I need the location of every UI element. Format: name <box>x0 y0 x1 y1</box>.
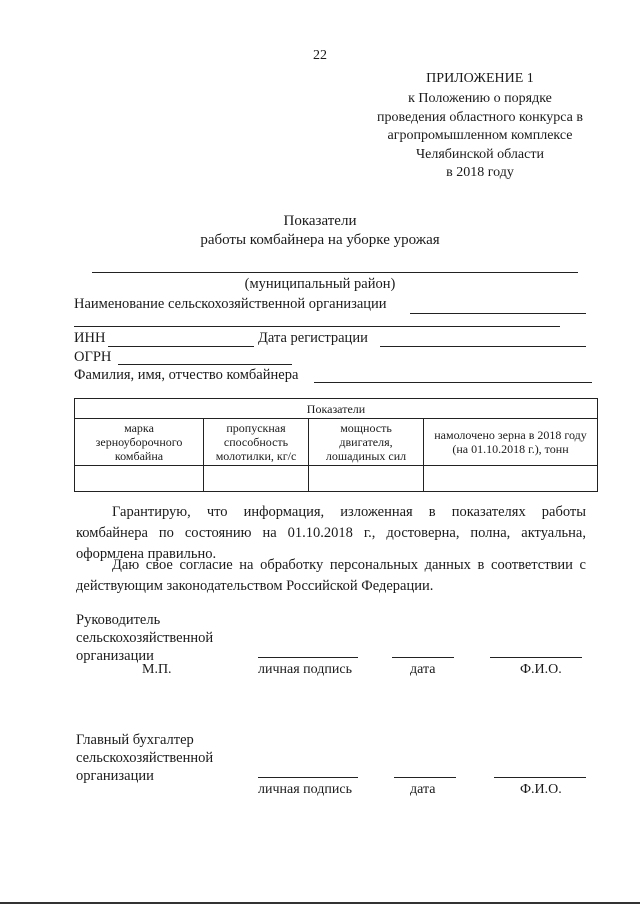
accountant-title-line: организации <box>76 768 154 784</box>
district-field-line[interactable] <box>92 272 578 273</box>
accountant-title-line: сельскохозяйственной <box>76 750 214 766</box>
page-number: 22 <box>313 48 327 63</box>
head-title-line: сельскохозяйственной <box>76 630 214 646</box>
district-caption: (муниципальный район) <box>244 276 396 292</box>
consent-statement: Даю свое согласие на обработку персональных данных в соответствии с действующим законодательством Российской Федерации. <box>76 557 586 594</box>
document-title: Показатели <box>283 213 357 229</box>
accountant-signature-line[interactable] <box>258 777 358 778</box>
org-name-field-line[interactable] <box>410 313 586 314</box>
stamp-placeholder: М.П. <box>142 662 172 677</box>
appendix-line: Челябинской области <box>416 147 544 162</box>
appendix-title: ПРИЛОЖЕНИЕ 1 <box>426 71 534 86</box>
table-cell-engine-power[interactable] <box>309 466 424 492</box>
reg-date-label: Дата регистрации <box>258 330 368 346</box>
reg-date-field-line[interactable] <box>380 346 586 347</box>
accountant-name-line[interactable] <box>494 777 586 778</box>
inn-field-line[interactable] <box>108 346 254 347</box>
table-cell-throughput[interactable] <box>204 466 309 492</box>
head-signature-caption: личная подпись <box>258 662 352 677</box>
operator-name-label: Фамилия, имя, отчество комбайнера <box>74 367 299 383</box>
org-name-label: Наименование сельскохозяйственной организации <box>74 296 387 312</box>
org-name-field-line-2[interactable] <box>74 326 560 327</box>
head-title-line: Руководитель <box>76 612 161 628</box>
ogrn-field-line[interactable] <box>118 364 292 365</box>
head-date-caption: дата <box>410 662 436 677</box>
table-cell-grain-threshed[interactable] <box>424 466 598 492</box>
table-group-header: Показатели <box>75 399 598 419</box>
appendix-line: агропромышленном комплексе <box>387 128 573 143</box>
page-bottom-border <box>0 902 640 904</box>
head-name-caption: Ф.И.О. <box>520 662 562 677</box>
accountant-signature-caption: личная подпись <box>258 782 352 797</box>
head-signature-line[interactable] <box>258 657 358 658</box>
accountant-date-line[interactable] <box>394 777 456 778</box>
accountant-date-caption: дата <box>410 782 436 797</box>
appendix-line: в 2018 году <box>446 165 514 180</box>
indicators-table <box>74 398 598 492</box>
document-subtitle: работы комбайнера на уборке урожая <box>200 232 440 248</box>
column-header-engine-power: мощность двигателя, лошадиных сил <box>309 419 424 466</box>
accountant-name-caption: Ф.И.О. <box>520 782 562 797</box>
appendix-line: к Положению о порядке <box>408 91 552 106</box>
head-title-line: организации <box>76 648 154 664</box>
column-header-throughput: пропускная способность молотилки, кг/с <box>204 419 309 466</box>
operator-name-field-line[interactable] <box>314 382 592 383</box>
guarantee-statement: Гарантирую, что информация, изложенная в показателях работы комбайнера по состоянию на 01.10.2018 г., достоверна, полна, актуальна, оформлена правильно. <box>76 504 586 562</box>
column-header-combine-brand: марка зерноуборочного комбайна <box>75 419 204 466</box>
appendix-line: проведения областного конкурса в <box>377 110 583 125</box>
head-date-line[interactable] <box>392 657 454 658</box>
head-name-line[interactable] <box>490 657 582 658</box>
inn-label: ИНН <box>74 330 106 346</box>
table-cell-combine-brand[interactable] <box>75 466 204 492</box>
accountant-title-line: Главный бухгалтер <box>76 732 194 748</box>
column-header-grain-threshed: намолочено зерна в 2018 году (на 01.10.2018 г.), тонн <box>424 419 598 466</box>
ogrn-label: ОГРН <box>74 349 112 365</box>
